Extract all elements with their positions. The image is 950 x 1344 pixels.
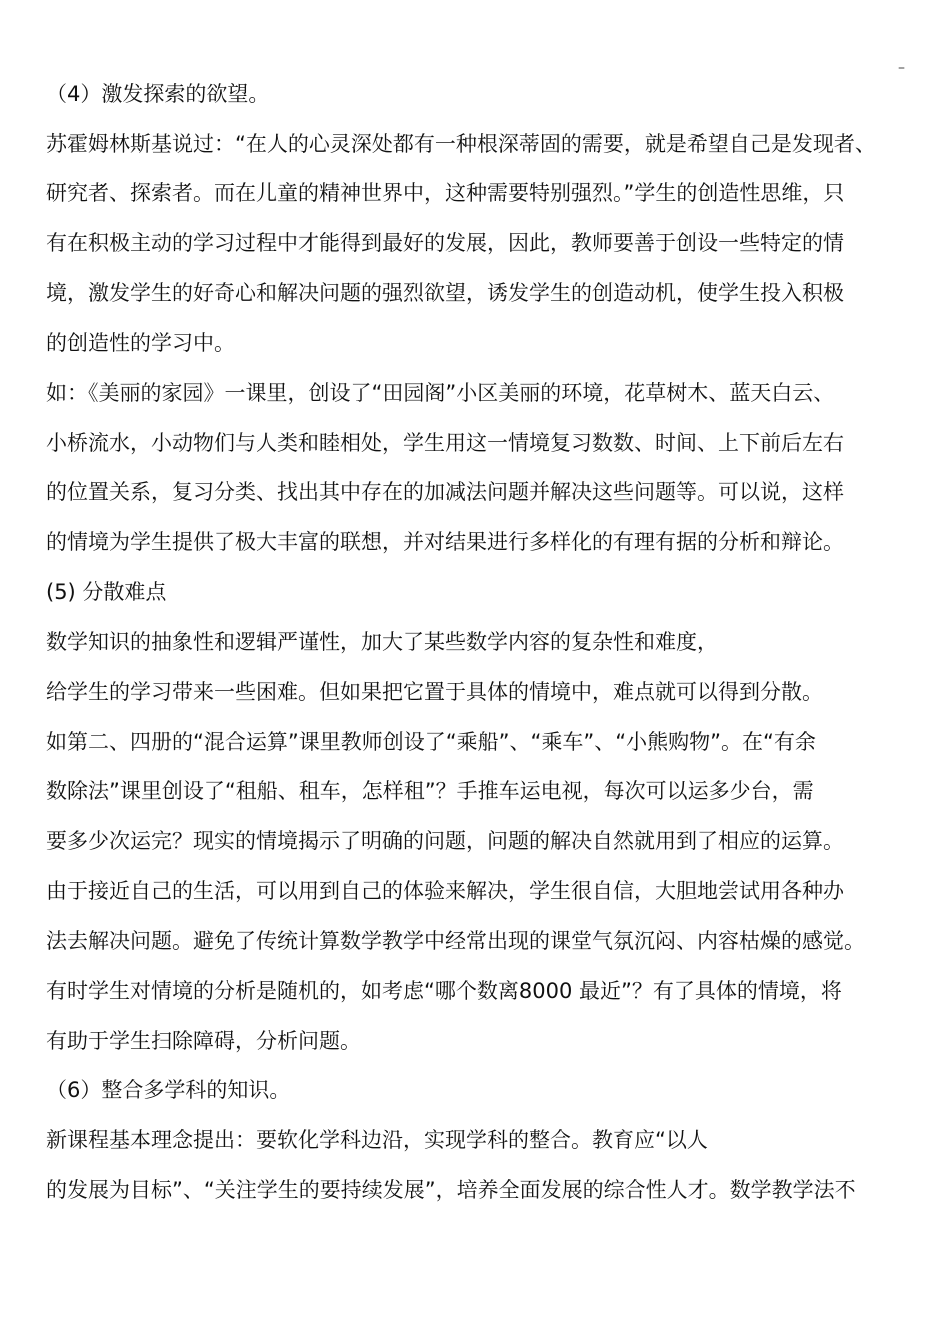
paragraph-line: 数除法”课里创设了“租船、租车，怎样租”？手推车运电视，每次可以运多少台，需 [46, 779, 814, 803]
paragraph-line: 境，激发学生的好奇心和解决问题的强烈欲望，诱发学生的创造动机，使学生投入积极 [46, 281, 844, 305]
section-heading-6: （6）整合多学科的知识。 [46, 1078, 291, 1102]
paragraph-line: 有在积极主动的学习过程中才能得到最好的发展，因此，教师要善于创设一些特定的情 [46, 231, 844, 255]
paragraph-line: 苏霍姆林斯基说过：“在人的心灵深处都有一种根深蒂固的需要，就是希望自己是发现者、 [46, 132, 876, 156]
paragraph-line: 由于接近自己的生活，可以用到自己的体验来解决，学生很自信，大胆地尝试用各种办 [46, 879, 844, 903]
section-heading-5: (5) 分散难点 [46, 580, 167, 604]
paragraph-line: 法去解决问题。避免了传统计算数学教学中经常出现的课堂气氛沉闷、内容枯燥的感觉。 [46, 929, 865, 953]
paragraph-line: 数学知识的抽象性和逻辑严谨性，加大了某些数学内容的复杂性和难度， [46, 630, 718, 654]
corner-mark: – [898, 60, 905, 76]
paragraph-line: 有时学生对情境的分析是随机的，如考虑“哪个数离8000 最近”？有了具体的情境，将 [46, 979, 842, 1003]
paragraph-line: 的位置关系，复习分类、找出其中存在的加减法问题并解决这些问题等。可以说，这样 [46, 480, 844, 504]
paragraph-line: 的情境为学生提供了极大丰富的联想，并对结果进行多样化的有理有据的分析和辩论。 [46, 530, 844, 554]
paragraph-line: 小桥流水，小动物们与人类和睦相处，学生用这一情境复习数数、时间、上下前后左右 [46, 431, 844, 455]
paragraph-line: 的发展为目标”、“关注学生的要持续发展”，培养全面发展的综合性人才。数学教学法不 [46, 1178, 856, 1202]
paragraph-line: 如：《美丽的家园》一课里，创设了“田园阁”小区美丽的环境，花草树木、蓝天白云、 [46, 381, 835, 405]
paragraph-line: 要多少次运完？现实的情境揭示了明确的问题，问题的解决自然就用到了相应的运算。 [46, 829, 844, 853]
paragraph-line: 新课程基本理念提出：要软化学科边沿，实现学科的整合。教育应“以人 [46, 1128, 708, 1152]
paragraph-line: 的创造性的学习中。 [46, 331, 235, 355]
paragraph-line: 如第二、四册的“混合运算”课里教师创设了“乘船”、“乘车”、“小熊购物”。在“有余 [46, 730, 816, 754]
paragraph-line: 给学生的学习带来一些困难。但如果把它置于具体的情境中，难点就可以得到分散。 [46, 680, 823, 704]
paragraph-line: 有助于学生扫除障碍，分析问题。 [46, 1029, 361, 1053]
paragraph-line: 研究者、探索者。而在儿童的精神世界中，这种需要特别强烈。”学生的创造性思维，只 [46, 181, 845, 205]
section-heading-4: （4）激发探索的欲望。 [46, 82, 270, 106]
